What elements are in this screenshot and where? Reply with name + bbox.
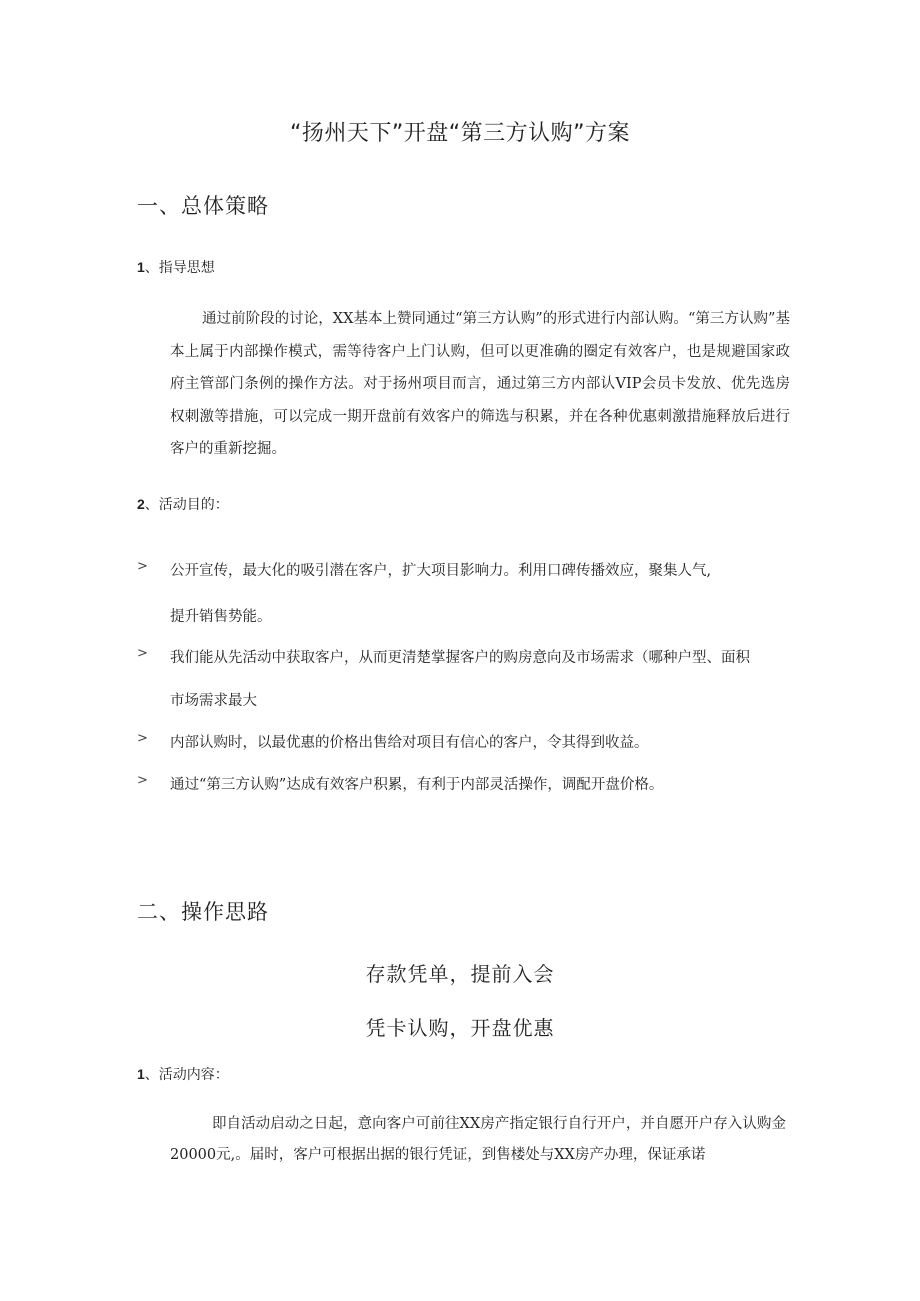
subheading-activity-goal [137,494,229,514]
subheading-guiding-idea [137,257,215,277]
bullet-marker: > [137,646,148,661]
slogan-card-purchase: 凭卡认购，开盘优惠 [365,1016,555,1040]
bullet-continuation: 市场需求最大 [170,693,257,709]
subheading-label: 、活动内容： [144,1067,229,1083]
bullet-text: 我们能从先活动中获取客户，从而更清楚掌握客户的购房意向及市场需求（哪种户型、面积 [170,650,750,666]
bullet-marker: > [137,773,148,788]
bullet-marker: > [137,731,148,746]
guiding-idea-paragraph: 通过前阶段的讨论，XX基本上赞同通过“第三方认购”的形式进行内部认购。“第三方认购”基本上属于内部操作模式，需等待客户上门认购，但可以更准确的圈定有效客户，也是规避国家政府主管部门条例的操作方法。对于扬州项目而言，通过第三方内部认VIP会员卡发放、优先选房权刺激等措施，可以完成一期开盘前有效客户的筛选与积累，并在各种优惠刺激措施释放后进行客户的重新挖掘。 [170,311,790,457]
subheading-activity-content [137,1064,229,1084]
slogan-deposit: 存款凭单，提前入会 [365,962,555,986]
subheading-label: 、活动目的： [144,497,229,513]
subheading-number: 1 [137,259,145,275]
bullet-continuation: 提升销售势能。 [170,609,272,625]
bullet-text: 内部认购时，以最优惠的价格出售给对项目有信心的客户，令其得到收益。 [170,735,649,751]
bullet-text: 通过“第三方认购”达成有效客户积累，有利于内部灵活操作，调配开盘价格。 [170,777,664,793]
section-heading-strategy: 一、总体策略 [137,194,269,218]
activity-content-paragraph: 即自活动启动之日起，意向客户可前往XX房产指定银行自行开户，并自愿开户存入认购金20000元,。届时，客户可根据出据的银行凭证，到售楼处与XX房产办理，保证承诺 [170,1116,786,1163]
subheading-number: 1 [137,1066,145,1082]
section-heading-approach: 二、操作思路 [137,900,269,924]
subheading-label: 、指导思想 [144,260,215,276]
bullet-marker: > [137,559,148,574]
subheading-number: 2 [137,496,145,512]
bullet-text: 公开宣传，最大化的吸引潜在客户，扩大项目影响力。利用口碑传播效应，聚集人气, [170,563,712,579]
document-title: “扬州天下”开盘“第三方认购”方案 [289,121,631,146]
